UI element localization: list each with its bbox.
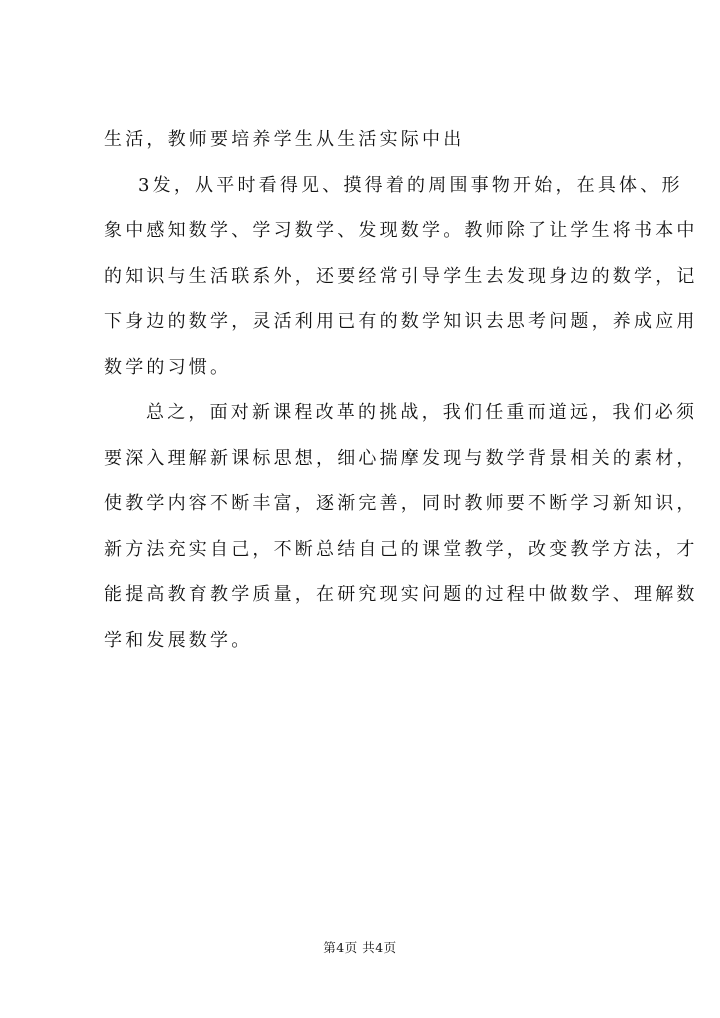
text-line: 象中感知数学、学习数学、发现数学。教师除了让学生将书本中 bbox=[104, 220, 698, 241]
text-line: 下身边的数学，灵活利用已有的数学知识去思考问题，养成应用 bbox=[104, 311, 698, 332]
text-line: 生活，教师要培养学生从生活实际中出 bbox=[104, 129, 465, 150]
text-line: 学和发展数学。 bbox=[104, 630, 253, 651]
text-line: 新方法充实自己，不断总结自己的课堂教学，改变教学方法，才 bbox=[104, 539, 698, 560]
text-line: 总之，面对新课程改革的挑战，我们任重而道远，我们必须 bbox=[146, 402, 698, 423]
text-line: 使教学内容不断丰富，逐渐完善，同时教师要不断学习新知识， bbox=[104, 493, 698, 514]
page-number-footer: 第4页 共4页 bbox=[323, 940, 397, 955]
text-line: 3发，从平时看得见、摸得着的周围事物开始，在具体、形 bbox=[138, 175, 683, 196]
text-line: 的知识与生活联系外，还要经常引导学生去发现身边的数学，记 bbox=[104, 266, 698, 287]
text-line: 能提高教育教学质量，在研究现实问题的过程中做数学、理解数 bbox=[104, 584, 698, 605]
text-line: 数学的习惯。 bbox=[104, 357, 232, 378]
text-line: 要深入理解新课标思想，细心揣摩发现与数学背景相关的素材， bbox=[104, 448, 698, 469]
